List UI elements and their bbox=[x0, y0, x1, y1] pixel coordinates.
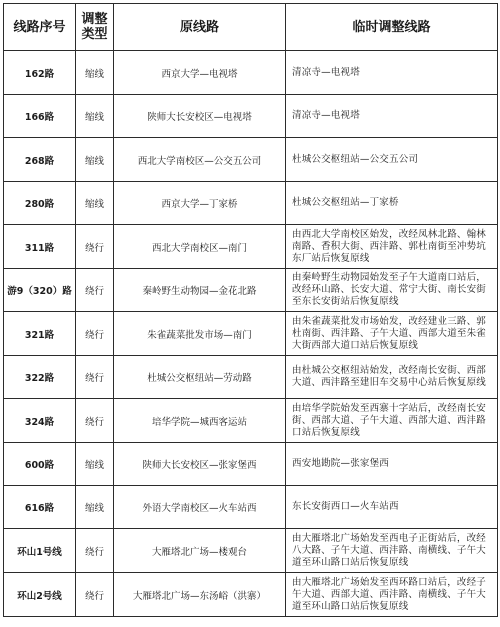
route-number: 280路 bbox=[4, 182, 76, 225]
temp-route: 清凉寺—电视塔 bbox=[286, 95, 498, 138]
table-row bbox=[4, 95, 498, 138]
table-body bbox=[4, 51, 498, 617]
header-adjust-type bbox=[76, 4, 114, 51]
header-temp-route: 临时调整线路 bbox=[286, 4, 498, 51]
table-row bbox=[4, 182, 498, 225]
route-number: 321路 bbox=[4, 312, 76, 356]
header-route-number: 线路序号 bbox=[4, 4, 76, 51]
route-adjustment-sheet bbox=[3, 3, 497, 624]
temp-route: 由大雁塔北广场始发至西电子正街站后，改经八大路、子午大道、西沣路、南横线、子午大道至环山路口站后恢复原线 bbox=[286, 529, 498, 573]
temp-route: 由秦岭野生动物园始发至子午大道南口站后，改经环山路、长安大道、常宁大街、南长安街至东长安街站后恢复原线 bbox=[286, 269, 498, 312]
header-adjust-type-label: 调整类型 bbox=[81, 12, 108, 42]
original-route: 外语大学南校区—火车站西 bbox=[114, 486, 286, 529]
original-route: 培华学院—城西客运站 bbox=[114, 399, 286, 443]
table-row bbox=[4, 573, 498, 617]
original-route: 杜城公交枢纽站—劳动路 bbox=[114, 356, 286, 399]
temp-route: 由朱雀蔬菜批发市场始发，改经建业三路、郭杜南街、西沣路、子午大道、西部大道至朱雀大街西部大道口站后恢复原线 bbox=[286, 312, 498, 356]
original-route: 大雁塔北广场—楼观台 bbox=[114, 529, 286, 573]
table-row bbox=[4, 269, 498, 312]
route-number: 616路 bbox=[4, 486, 76, 529]
route-number: 268路 bbox=[4, 138, 76, 182]
header-original-route: 原线路 bbox=[114, 4, 286, 51]
table-row bbox=[4, 312, 498, 356]
original-route: 西北大学南校区—南门 bbox=[114, 225, 286, 269]
route-number: 游9（320）路 bbox=[4, 269, 76, 312]
route-number: 162路 bbox=[4, 51, 76, 95]
adjust-type: 绕行 bbox=[76, 269, 114, 312]
table-row bbox=[4, 51, 498, 95]
table-row bbox=[4, 399, 498, 443]
route-number: 324路 bbox=[4, 399, 76, 443]
route-table bbox=[3, 3, 498, 617]
adjust-type: 绕行 bbox=[76, 529, 114, 573]
route-number: 环山2号线 bbox=[4, 573, 76, 617]
original-route: 西北大学南校区—公交五公司 bbox=[114, 138, 286, 182]
original-route: 西京大学—电视塔 bbox=[114, 51, 286, 95]
adjust-type: 绕行 bbox=[76, 225, 114, 269]
route-number: 166路 bbox=[4, 95, 76, 138]
route-number: 322路 bbox=[4, 356, 76, 399]
original-route: 陕师大长安校区—电视塔 bbox=[114, 95, 286, 138]
original-route: 陕师大长安校区—张家堡西 bbox=[114, 443, 286, 486]
adjust-type: 缩线 bbox=[76, 182, 114, 225]
temp-route: 西安地勘院—张家堡西 bbox=[286, 443, 498, 486]
table-row bbox=[4, 356, 498, 399]
route-number: 环山1号线 bbox=[4, 529, 76, 573]
original-route: 朱雀蔬菜批发市场—南门 bbox=[114, 312, 286, 356]
adjust-type: 缩线 bbox=[76, 138, 114, 182]
table-row bbox=[4, 225, 498, 269]
adjust-type: 缩线 bbox=[76, 95, 114, 138]
table-row bbox=[4, 486, 498, 529]
temp-route: 由西北大学南校区始发，改经凤林北路、翰林南路、香积大街、西沣路、郭杜南街至冲势坑东厂站后恢复原线 bbox=[286, 225, 498, 269]
table-row bbox=[4, 443, 498, 486]
temp-route: 由杜城公交枢纽站始发，改经南长安街、西部大道、西沣路至建旧车交易中心站后恢复原线 bbox=[286, 356, 498, 399]
adjust-type: 缩线 bbox=[76, 51, 114, 95]
temp-route: 杜城公交枢纽站—丁家桥 bbox=[286, 182, 498, 225]
table-header-row bbox=[4, 4, 498, 51]
original-route: 秦岭野生动物园—金花北路 bbox=[114, 269, 286, 312]
temp-route: 杜城公交枢纽站—公交五公司 bbox=[286, 138, 498, 182]
adjust-type: 缩线 bbox=[76, 443, 114, 486]
route-number: 311路 bbox=[4, 225, 76, 269]
adjust-type: 绕行 bbox=[76, 356, 114, 399]
original-route: 西京大学—丁家桥 bbox=[114, 182, 286, 225]
adjust-type: 缩线 bbox=[76, 486, 114, 529]
temp-route: 由培华学院始发至西寨十字站后，改经南长安街、西部大道、子午大道、西部大道、西沣路口站后恢复原线 bbox=[286, 399, 498, 443]
table-row bbox=[4, 529, 498, 573]
temp-route: 由大雁塔北广场始发至西环路口站后，改经子午大道、西部大道、西沣路、南横线、子午大道至环山路口站后恢复原线 bbox=[286, 573, 498, 617]
route-number: 600路 bbox=[4, 443, 76, 486]
table-row bbox=[4, 138, 498, 182]
adjust-type: 绕行 bbox=[76, 399, 114, 443]
original-route: 大雁塔北广场—东汤峪（洪寨） bbox=[114, 573, 286, 617]
temp-route: 东长安街西口—火车站西 bbox=[286, 486, 498, 529]
adjust-type: 绕行 bbox=[76, 312, 114, 356]
adjust-type: 绕行 bbox=[76, 573, 114, 617]
temp-route: 清凉寺—电视塔 bbox=[286, 51, 498, 95]
